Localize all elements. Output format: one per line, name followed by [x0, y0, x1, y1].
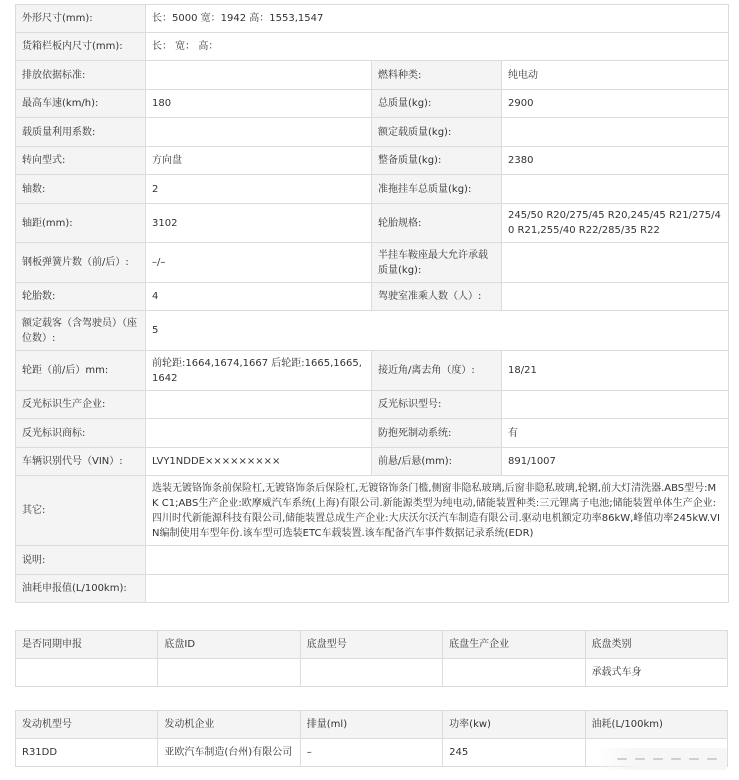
spec-row: [16, 448, 729, 476]
spec-value: [146, 391, 372, 419]
spec-label: 车辆识别代号（VIN）:: [16, 448, 146, 476]
spec-label: 轴数:: [16, 175, 146, 204]
spec-value: 2900: [502, 90, 729, 118]
chassis-cell: [443, 659, 585, 687]
watermark-dash: [617, 758, 627, 760]
spec-value: [502, 175, 729, 204]
spec-row-other: [16, 476, 729, 546]
spec-row-dimensions: [16, 5, 729, 33]
watermark-dash: [653, 758, 663, 760]
spec-row: [16, 61, 729, 90]
watermark-dash: [635, 758, 645, 760]
spec-value: [146, 546, 729, 575]
spec-value: [146, 575, 729, 603]
spec-value: 5: [146, 311, 729, 351]
spec-value: 2380: [502, 147, 729, 175]
spec-value: 纯电动: [502, 61, 729, 90]
spec-label: 最高车速(km/h):: [16, 90, 146, 118]
spec-row-seats: [16, 311, 729, 351]
watermark-dash: [707, 758, 717, 760]
watermark-dash: [689, 758, 699, 760]
spec-value: 3102: [146, 204, 372, 243]
spec-value: 4: [146, 283, 372, 311]
spec-label: 反光标识生产企业:: [16, 391, 146, 419]
spec-row: [16, 243, 729, 283]
spec-label: 额定载客（含驾驶员）（座位数）:: [16, 311, 146, 351]
spec-label: 油耗申报值(L/100km):: [16, 575, 146, 603]
spec-row: [16, 175, 729, 204]
chassis-header-row: [16, 631, 728, 659]
chassis-header: 是否同期申报: [16, 631, 158, 659]
spec-row: [16, 283, 729, 311]
spec-value: [502, 391, 729, 419]
spec-label: 驾驶室准乘人数（人）:: [372, 283, 502, 311]
spec-label: 钢板弹簧片数（前/后）:: [16, 243, 146, 283]
engine-header: 排量(ml): [300, 711, 442, 739]
spec-label: 排放依据标准:: [16, 61, 146, 90]
spec-value: 方向盘: [146, 147, 372, 175]
engine-cell: –: [300, 739, 442, 767]
spec-value: [146, 419, 372, 448]
watermark-overlay: [597, 748, 727, 770]
spec-label: 整备质量(kg):: [372, 147, 502, 175]
spec-label: 准拖挂车总质量(kg):: [372, 175, 502, 204]
spec-row: [16, 90, 729, 118]
spec-value: 891/1007: [502, 448, 729, 476]
spec-row: [16, 204, 729, 243]
spec-label: 货箱栏板内尺寸(mm):: [16, 33, 146, 61]
spec-value: [146, 118, 372, 147]
spec-row: [16, 351, 729, 391]
spec-value: 前轮距:1664,1674,1667 后轮距:1665,1665,1642: [146, 351, 372, 391]
spec-label: 前悬/后悬(mm):: [372, 448, 502, 476]
spec-row: [16, 419, 729, 448]
spec-row: [16, 147, 729, 175]
spec-value: [502, 118, 729, 147]
spec-value: 长： 宽： 高：: [146, 33, 729, 61]
spec-value: [146, 61, 372, 90]
spec-label: 额定载质量(kg):: [372, 118, 502, 147]
spec-value: [502, 243, 729, 283]
spec-row: [16, 118, 729, 147]
spec-value: 245/50 R20/275/45 R20,245/45 R21/275/40 R21,255/40 R22/285/35 R22: [502, 204, 729, 243]
engine-cell: R31DD: [16, 739, 158, 767]
spec-value: 有: [502, 419, 729, 448]
spec-label: 半挂车鞍座最大允许承载质量(kg):: [372, 243, 502, 283]
spec-row-cargo-box: [16, 33, 729, 61]
spec-value: 180: [146, 90, 372, 118]
engine-cell: 亚欧汽车制造(台州)有限公司: [158, 739, 300, 767]
spec-value: 18/21: [502, 351, 729, 391]
engine-header: 发动机型号: [16, 711, 158, 739]
spec-label: 外形尺寸(mm):: [16, 5, 146, 33]
vehicle-spec-table: [15, 4, 729, 603]
engine-header: 功率(kw): [443, 711, 585, 739]
spec-row-notes: [16, 546, 729, 575]
spec-label: 反光标识型号:: [372, 391, 502, 419]
spec-value: 长：5000 宽：1942 高：1553,1547: [146, 5, 729, 33]
spec-value: LVY1NDDE×××××××××: [146, 448, 372, 476]
spec-label: 轮胎数:: [16, 283, 146, 311]
spec-label: 载质量利用系数:: [16, 118, 146, 147]
spec-label: 说明:: [16, 546, 146, 575]
engine-cell: 245: [443, 739, 585, 767]
spec-row: [16, 391, 729, 419]
spec-label: 反光标识商标:: [16, 419, 146, 448]
chassis-cell: [300, 659, 442, 687]
chassis-cell: [158, 659, 300, 687]
engine-header: 油耗(L/100km): [585, 711, 727, 739]
chassis-header: 底盘型号: [300, 631, 442, 659]
engine-header: 发动机企业: [158, 711, 300, 739]
engine-header-row: [16, 711, 728, 739]
spec-value: [502, 283, 729, 311]
chassis-header: 底盘类别: [585, 631, 727, 659]
spec-label: 轮胎规格:: [372, 204, 502, 243]
chassis-cell: 承载式车身: [585, 659, 727, 687]
chassis-data-row: [16, 659, 728, 687]
chassis-table: [15, 630, 728, 687]
spec-label: 防抱死制动系统:: [372, 419, 502, 448]
spec-value: 2: [146, 175, 372, 204]
chassis-cell: [16, 659, 158, 687]
spec-label: 燃料种类:: [372, 61, 502, 90]
spec-label: 接近角/离去角（度）:: [372, 351, 502, 391]
spec-label: 轴距(mm):: [16, 204, 146, 243]
spec-value: –/–: [146, 243, 372, 283]
chassis-header: 底盘ID: [158, 631, 300, 659]
watermark-dash: [671, 758, 681, 760]
spec-row-fuel-consumption: [16, 575, 729, 603]
spec-value: 选装无镀铬饰条前保险杠,无镀铬饰条后保险杠,无镀铬饰条门槛,侧窗非隐私玻璃,后窗非隐私玻璃,轮辋,前大灯清洗器.ABS型号:MK C1;ABS生产企业:欧摩威汽车系统(上海)有限公司.新能源类型为纯电动,储能装置种类:三元锂离子电池;储能装置单体生产企业:四川时代新能源科技有限公司,储能装置总成生产企业:大庆沃尔沃汽车制造有限公司.驱动电机额定功率86kW,峰值功率245kW.VIN编制使用车型年份.该车型可选装ETC车载装置.该车配备汽车事件数据记录系统(EDR): [146, 476, 729, 546]
spec-label: 其它:: [16, 476, 146, 546]
spec-label: 总质量(kg):: [372, 90, 502, 118]
spec-label: 轮距（前/后）mm:: [16, 351, 146, 391]
spec-label: 转向型式:: [16, 147, 146, 175]
chassis-header: 底盘生产企业: [443, 631, 585, 659]
